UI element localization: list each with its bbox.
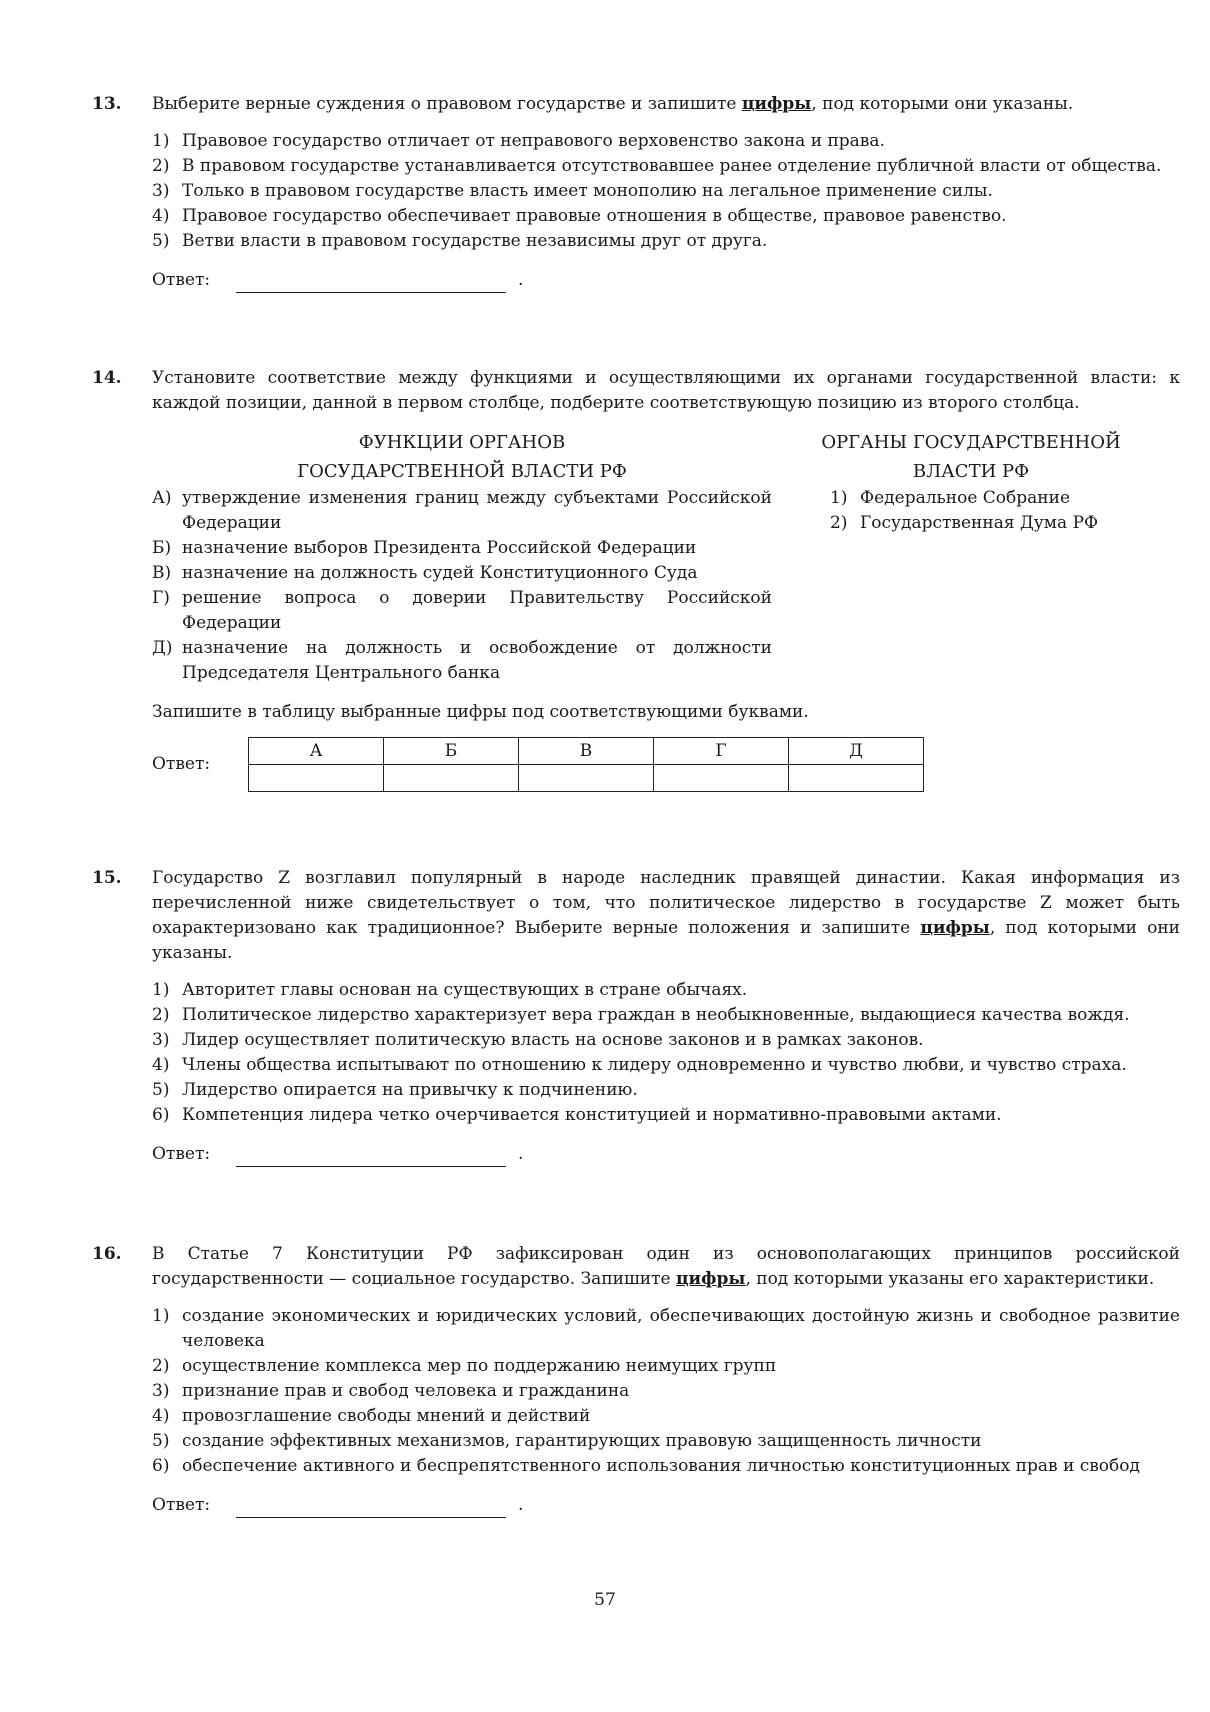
option-item: 2) В правовом государстве устанавливается отсутствовавшее ранее отделение публичной власти от общества. [152,156,1162,176]
answer-line[interactable] [236,1499,506,1518]
task-16 [92,1242,1180,1518]
answer-label: Ответ: [152,1495,211,1515]
option-item: 3) признание прав и свобод человека и гражданина [152,1381,630,1401]
option-item: 1) Правовое государство отличает от неправового верховенство закона и права. [152,131,885,151]
function-item: Г) решение вопроса о доверии Правительству Российской Федерации [152,588,772,633]
task-statement: Государство Z возглавил популярный в народе наследник правящей династии. Какая информация из перечисленной ниже свидетельствует о том, что политическое лидерство в государстве Z может быть охарактеризовано как традиционное? Выберите верные положения и запишите цифры, под которыми они указаны. [152,868,1180,963]
table-instruction: Запишите в таблицу выбранные цифры под соответствующими буквами. [152,702,809,722]
task-13 [92,92,1180,293]
bodies-column [802,428,1140,686]
answer-cell[interactable] [789,765,924,792]
function-item: В) назначение на должность судей Конституционного Суда [152,563,698,583]
function-item: Б) назначение выборов Президента Российской Федерации [152,538,697,558]
answer-table-row [152,737,1180,792]
task-number: 16. [92,1244,122,1264]
option-item: 6) обеспечение активного и беспрепятственного использования личностью конституционных прав и свобод [152,1456,1140,1476]
answer-line[interactable] [236,1148,506,1167]
option-item: 3) Только в правовом государстве власть имеет монополию на легальное применение силы. [152,181,993,201]
task-statement: Установите соответствие между функциями и осуществляющими их органами государственной власти: к каждой позиции, данной в первом столбце, подберите соответствующую позицию из второго столбца. [152,368,1180,413]
table-header-cell: А [249,738,384,765]
option-item: 5) создание эффективных механизмов, гарантирующих правовую защищенность личности [152,1431,982,1451]
option-item: 1) создание экономических и юридических условий, обеспечивающих достойную жизнь и свободное развитие человека [152,1306,1180,1351]
options-list [152,129,1180,254]
options-list [152,978,1180,1128]
option-item: 4) Правовое государство обеспечивает правовые отношения в обществе, правовое равенство. [152,206,1007,226]
option-item: 4) Члены общества испытывают по отношению к лидеру одновременно и чувство любви, и чувство страха. [152,1055,1127,1075]
answer-label: Ответ: [152,754,211,774]
functions-heading: ФУНКЦИИ ОРГАНОВ ГОСУДАРСТВЕННОЙ ВЛАСТИ РФ [297,432,627,482]
answer-row: Ответ: . [152,1142,1180,1167]
page-number: 57 [594,1590,616,1610]
function-item: Д) назначение на должность и освобождение от должности Председателя Центрального банка [152,638,772,683]
answer-table [248,737,924,792]
option-item: 3) Лидер осуществляет политическую власть на основе законов и в рамках законов. [152,1030,924,1050]
task-15 [92,866,1180,1167]
option-item: 2) осуществление комплекса мер по поддержанию неимущих групп [152,1356,777,1376]
answer-cell[interactable] [654,765,789,792]
bodies-heading: ОРГАНЫ ГОСУДАРСТВЕННОЙ ВЛАСТИ РФ [821,432,1121,482]
answer-row: Ответ: . [152,268,1180,293]
option-item: 2) Политическое лидерство характеризует вера граждан в необыкновенные, выдающиеся качества вождя. [152,1005,1130,1025]
task-number: 14. [92,368,122,388]
answer-label: Ответ: [152,1144,211,1164]
option-item: 5) Лидерство опирается на привычку к подчинению. [152,1080,638,1100]
answer-label: Ответ: [152,270,211,290]
answer-line[interactable] [236,274,506,293]
option-item: 5) Ветви власти в правовом государстве независимы друг от друга. [152,231,768,251]
answer-cell[interactable] [249,765,384,792]
table-header-cell: Б [384,738,519,765]
options-list [152,1304,1180,1479]
task-14 [92,366,1180,792]
function-item: А) утверждение изменения границ между субъектами Российской Федерации [152,488,772,533]
table-header-cell: Г [654,738,789,765]
task-number: 15. [92,868,122,888]
answer-row: Ответ: . [152,1493,1180,1518]
body-item: 1) Федеральное Собрание [830,488,1071,508]
table-header-cell: В [519,738,654,765]
table-header-cell: Д [789,738,924,765]
option-item: 6) Компетенция лидера четко очерчивается конституцией и нормативно-правовыми актами. [152,1105,1002,1125]
answer-cell[interactable] [519,765,654,792]
body-item: 2) Государственная Дума РФ [830,513,1099,533]
functions-column [152,428,772,686]
task-statement: В Статье 7 Конституции РФ зафиксирован один из основополагающих принципов российской государственности — социальное государство. Запишите цифры, под которыми указаны его характеристики. [152,1244,1180,1289]
task-statement: Выберите верные суждения о правовом государстве и запишите цифры, под которыми они указаны. [152,94,1074,114]
task-number: 13. [92,94,122,114]
answer-cell[interactable] [384,765,519,792]
option-item: 1) Авторитет главы основан на существующих в стране обычаях. [152,980,748,1000]
option-item: 4) провозглашение свободы мнений и действий [152,1406,591,1426]
